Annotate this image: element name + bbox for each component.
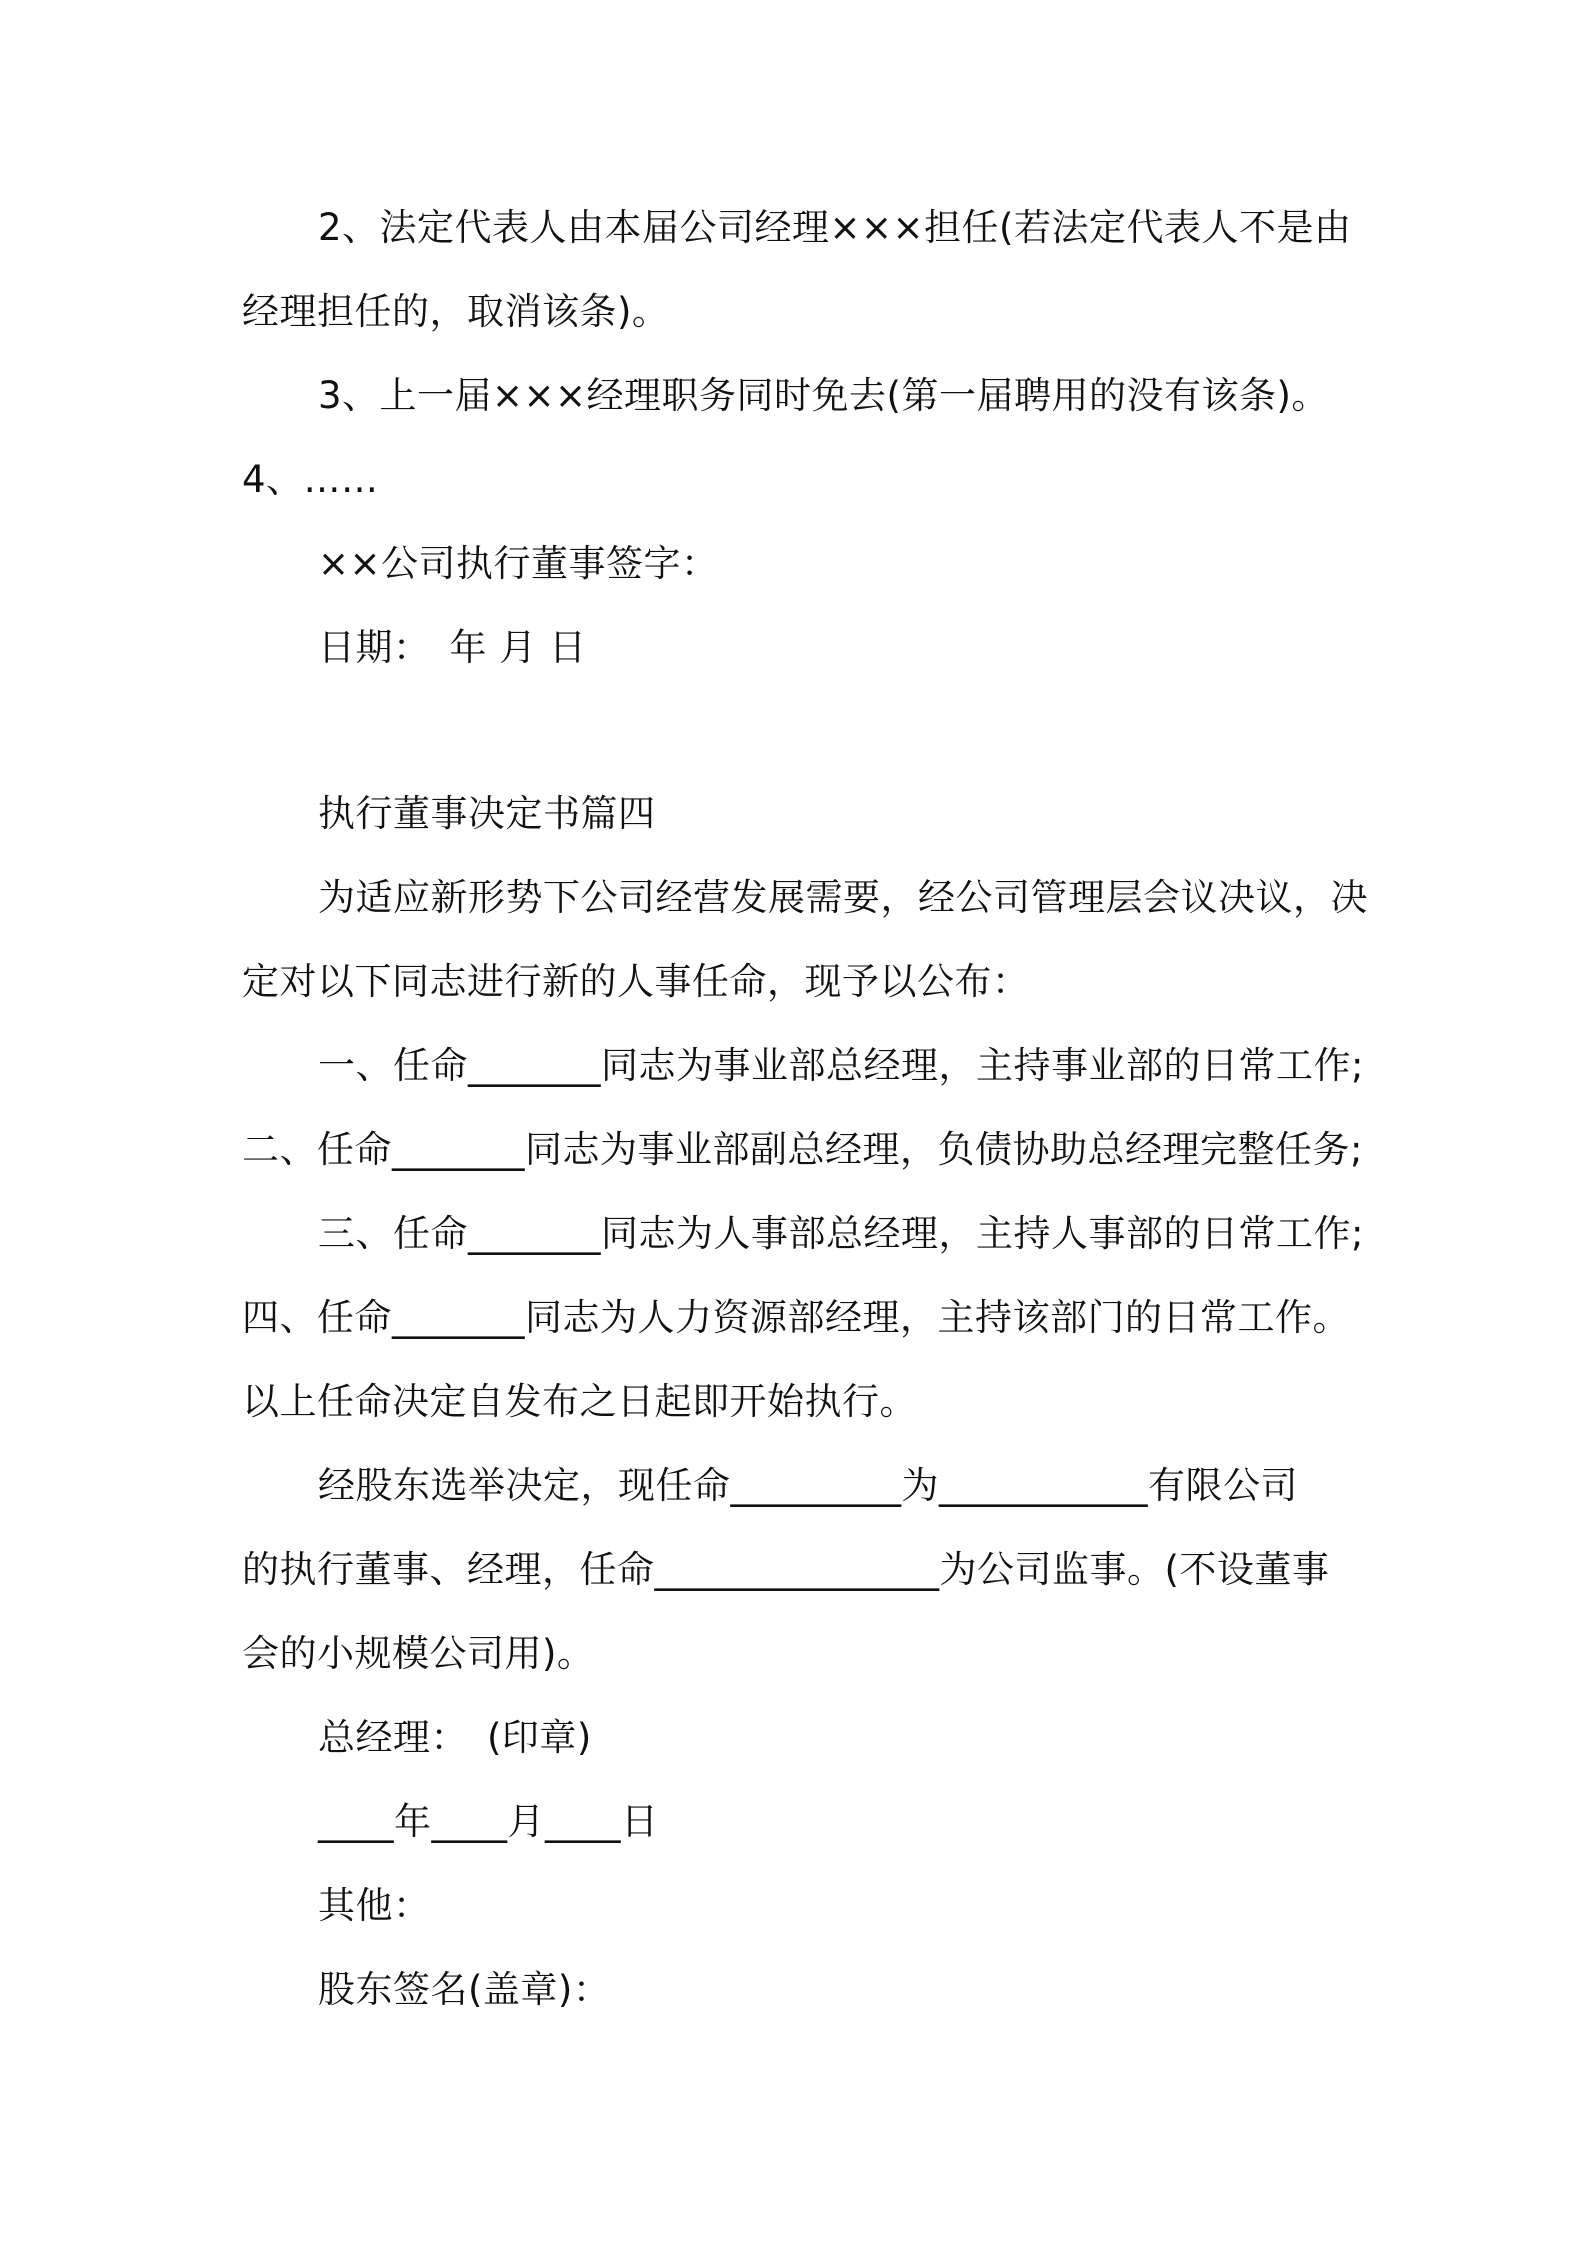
paragraph-legal-rep-line-1: 2、法定代表人由本届公司经理×××担任(若法定代表人不是由	[318, 206, 1352, 249]
general-manager-seal: 总经理： (印章)	[318, 1716, 592, 1759]
appointment-4: 四、任命_______同志为人力资源部经理，主持该部门的日常工作。	[242, 1296, 1350, 1339]
section-title: 执行董事决定书篇四	[318, 792, 656, 835]
paragraph-legal-rep-line-2: 经理担任的，取消该条)。	[242, 290, 670, 333]
paragraph-item-4: 4、……	[242, 458, 379, 501]
appointment-2: 二、任命_______同志为事业部副总经理，负债协助总经理完整任务;	[242, 1128, 1363, 1171]
date-blanks: ____年____月____日	[318, 1800, 659, 1843]
date-label: 日期： 年 月 日	[318, 626, 587, 669]
paragraph-previous-manager: 3、上一届×××经理职务同时免去(第一届聘用的没有该条)。	[318, 374, 1329, 417]
other-label: 其他：	[318, 1884, 431, 1927]
appointment-1: 一、任命_______同志为事业部总经理，主持事业部的日常工作;	[318, 1044, 1364, 1087]
shareholder-decision-line-2: 的执行董事、经理，任命_______________为公司监事。(不设董事	[242, 1548, 1330, 1591]
intro-line-1: 为适应新形势下公司经营发展需要，经公司管理层会议决议，决	[318, 876, 1368, 919]
intro-line-2: 定对以下同志进行新的人事任命，现予以公布：	[242, 960, 1030, 1003]
shareholder-decision-line-1: 经股东选举决定，现任命_________为___________有限公司	[318, 1464, 1298, 1507]
appointment-3: 三、任命_______同志为人事部总经理，主持人事部的日常工作;	[318, 1212, 1364, 1255]
effective-statement: 以上任命决定自发布之日起即开始执行。	[242, 1380, 917, 1423]
shareholder-decision-line-3: 会的小规模公司用)。	[242, 1632, 595, 1675]
director-signature-label: ××公司执行董事签字：	[318, 542, 719, 585]
shareholder-signature-label: 股东签名(盖章)：	[318, 1968, 611, 2011]
